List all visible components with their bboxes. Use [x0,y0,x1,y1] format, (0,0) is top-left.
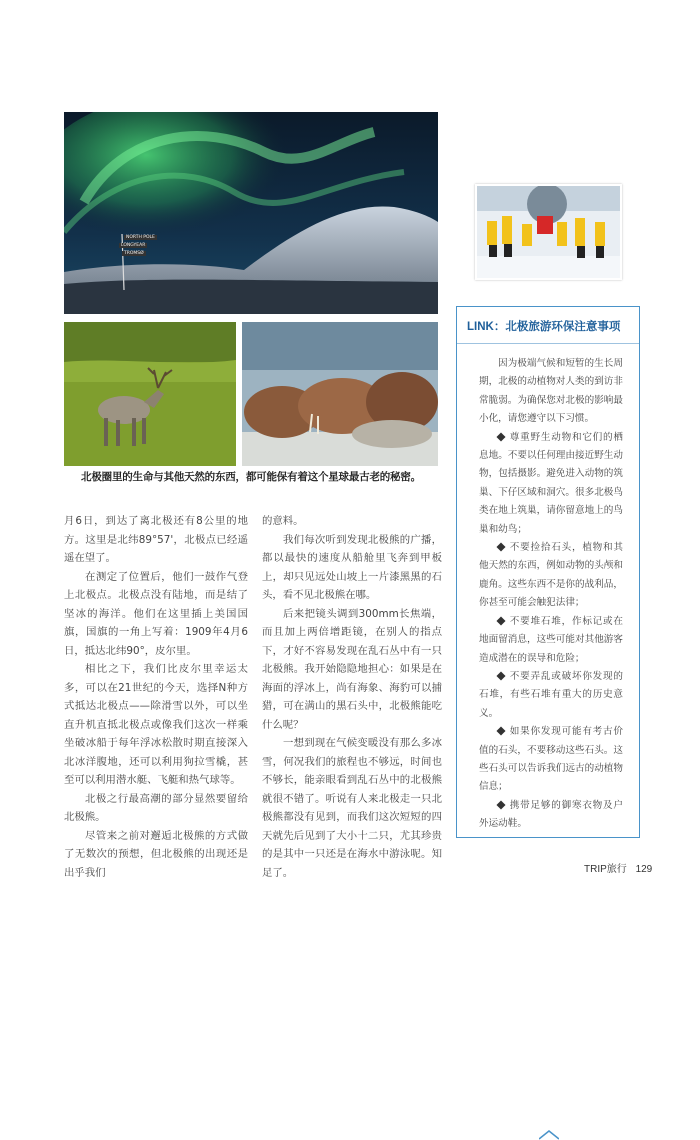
group-photo [475,184,622,280]
paragraph: 的意料。 [262,515,304,527]
diamond-bullet-icon [496,616,505,625]
diamond-bullet-icon [496,727,505,736]
sidebar-header [457,307,639,344]
sidebar-item-text: 不要弄乱或破坏你发现的石堆，有些石堆有重大的历史意义。 [479,670,623,719]
sidebar-item-text: 不要捡拾石头，植物和其他天然的东西，例如动物的头颅和鹿角。这些东西不是你的战利品，你甚至可能会触犯法律； [479,542,623,609]
signpost-mid: LONGYEAR [121,243,146,248]
article-column-2 [262,512,442,882]
sidebar-item [479,429,623,539]
photo-caption: 北极圈里的生命与其他天然的东西，都可能保有着这个星球最古老的秘密。 [81,471,421,483]
magazine-brand: TRIP旅行 [584,864,627,875]
sidebar-title: LINK：北极旅游环保注意事项 [467,321,621,333]
sidebar-item [479,797,623,834]
sidebar-item [479,613,623,668]
sidebar-item [479,668,623,723]
paragraph: 后来把镜头调到300mm长焦端，而且加上两倍增距镜，在别人的指点下，才好不容易发现在乱石丛中有一只北极熊。我开始隐隐地担心：如果是在海面的浮冰上，尚有海象、海豹可以捕猎，可在满山的黑石头中，北极熊能吃什么呢？ [262,607,442,731]
paragraph: 在测定了位置后，他们一鼓作气登上北极点。北极点没有陆地，而是结了坚冰的海洋。他们在这里插上美国国旗，国旗的一角上写着：1909年4月6日，抵达北纬90°，皮尔里。 [64,570,248,657]
aurora-photo [64,112,438,314]
diamond-bullet-icon [496,543,505,552]
paragraph: 月6日，到达了离北极还有8公里的地方。这里是北纬89°57'，北极点已经遥遥在望了。 [64,515,248,564]
page-footer [584,860,652,875]
sidebar-item-text: 尊重野生动物和它们的栖息地。不要以任何理由接近野生动物，包括摄影。避免进入动物的筑巢、下仔区域和洞穴。很多北极鸟类在地上筑巢，请你留意地上的鸟巢和幼鸟； [479,431,623,535]
sidebar-notch-icon [539,1130,559,1140]
link-sidebar-box [456,306,640,838]
sidebar-item-text: 携带足够的御寒衣物及户外运动鞋。 [479,799,623,830]
sidebar-body [479,355,623,834]
paragraph: 北极之行最高潮的部分显然要留给北极熊。 [64,792,248,823]
sidebar-item [479,723,623,797]
signpost-top: NORTH POLE [126,235,155,240]
walrus-photo [242,322,438,466]
diamond-bullet-icon [496,800,505,809]
sidebar-intro: 因为极端气候和短暂的生长周期，北极的动植物对人类的到访非常脆弱。为确保您对北极的影响最小化，请您遵守以下习惯。 [479,358,623,425]
article-column-1 [64,512,248,882]
paragraph: 一想到现在气候变暖没有那么多冰雪，何况我们的旅程也不够远，时间也不够长，能亲眼看到乱石丛中的北极熊就很不错了。听说有人来北极走一只北极熊都没有见到，而我们这次短短的四天就先后见到了大小十二只，尤其珍贵的是其中一只还是在海水中游泳呢。知足了。 [262,737,442,879]
paragraph: 相比之下，我们比皮尔里幸运太多，可以在21世纪的今天，选择N种方式抵达北极点——除滑雪以外，可以坐直升机直抵北极点或像我们这次一样乘坐破冰船于每年浮冰松散时期直接深入北冰洋腹地，还可以利用狗拉雪橇，甚至可以利用潜水艇、飞艇和热气球等。 [64,663,248,786]
diamond-bullet-icon [496,432,505,441]
page-number: 129 [635,864,653,875]
sidebar-item-text: 不要堆石堆，作标记或在地面留消息，这些可能对其他游客造成潜在的误导和危险； [479,615,623,664]
sidebar-item-text: 如果你发现可能有考古价值的石头，不要移动这些石头。这些石头可以告诉我们远古的动植物信息； [479,726,623,793]
diamond-bullet-icon [496,671,505,680]
paragraph: 我们每次听到发现北极熊的广播，都以最快的速度从船舱里飞奔到甲板上，却只见远处山坡上一片漆黑黑的石头，看不见北极熊在哪。 [262,533,442,601]
paragraph: 尽管来之前对邂逅北极熊的方式做了无数次的预想，但北极熊的出现还是出乎我们 [64,829,248,879]
signpost-low: TROMSØ [124,251,144,256]
reindeer-photo [64,322,236,466]
sidebar-item [479,539,623,613]
